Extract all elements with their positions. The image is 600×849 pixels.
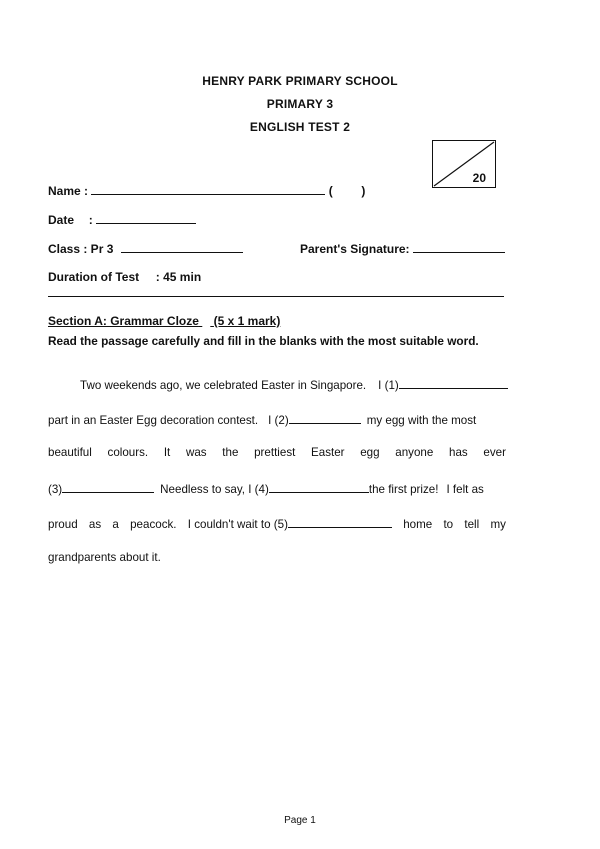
passage-text: part in an Easter Egg decoration contest. [48, 414, 259, 427]
name-paren-close: ) [361, 184, 366, 198]
blank-5[interactable] [288, 517, 392, 528]
duration-row [48, 270, 201, 284]
passage-line-2 [48, 413, 506, 427]
passage-word: tell [464, 518, 480, 531]
passage-word: my [490, 518, 506, 531]
score-total: 20 [472, 171, 486, 185]
duration-value: : 45 min [155, 270, 202, 284]
test-title: ENGLISH TEST 2 [249, 120, 351, 134]
section-title: Section A: Grammar Cloze [48, 314, 199, 328]
section-instruction: Read the passage carefully and fill in the blanks with the most suitable word. [48, 334, 479, 348]
passage-line-3 [48, 447, 506, 459]
signature-label: Parent's Signature: [300, 242, 410, 256]
passage-text: the first prize! [368, 483, 439, 496]
name-input-line[interactable] [91, 184, 325, 195]
passage-text: I (1) [378, 379, 399, 392]
passage-word: ever [483, 446, 506, 459]
school-name: HENRY PARK PRIMARY SCHOOL [202, 74, 398, 88]
passage-word: home [403, 518, 433, 531]
signature-input-line[interactable] [413, 242, 505, 253]
name-row [48, 184, 365, 198]
name-label: Name : [48, 184, 89, 198]
name-paren-open: ( [328, 184, 333, 198]
passage-line-4 [48, 482, 506, 496]
date-row [48, 213, 196, 227]
section-marks: (5 x 1 mark) [213, 314, 281, 328]
class-row [48, 242, 243, 256]
passage-word: Easter [311, 446, 345, 459]
passage-word: colours. [107, 446, 149, 459]
passage-text: Needless to say, I (4) [160, 483, 269, 496]
passage-text: Two weekends ago, we celebrated Easter in Singapore. [80, 379, 367, 392]
score-box [432, 140, 496, 188]
blank-1[interactable] [399, 378, 508, 389]
passage-line-6 [48, 552, 506, 564]
blank-2[interactable] [289, 413, 361, 424]
passage-word: has [449, 446, 468, 459]
class-input-line[interactable] [121, 242, 243, 253]
passage-text: grandparents about it. [48, 551, 161, 564]
section-title-row [48, 314, 280, 328]
passage-word: proud [48, 518, 78, 531]
date-label: Date [48, 213, 75, 227]
passage-word: prettiest [254, 446, 296, 459]
duration-label: Duration of Test [48, 270, 140, 284]
date-colon: : [88, 213, 93, 227]
passage-word: the [222, 446, 239, 459]
passage-word: peacock. [130, 518, 177, 531]
signature-row [300, 242, 505, 256]
passage-line-1 [80, 378, 508, 392]
passage-text: (3) [48, 483, 63, 496]
passage-text: I felt as [446, 483, 484, 496]
class-label: Class : Pr 3 [48, 242, 114, 256]
passage-text: I couldn't wait to (5) [187, 518, 288, 531]
passage-word: anyone [395, 446, 434, 459]
passage-word: to [443, 518, 454, 531]
passage-text: I (2) [268, 414, 289, 427]
divider [48, 296, 504, 297]
page-number: Page 1 [284, 815, 316, 826]
level-label: PRIMARY 3 [266, 97, 334, 111]
passage-word: It [163, 446, 171, 459]
blank-4[interactable] [269, 482, 369, 493]
blank-3[interactable] [62, 482, 154, 493]
passage-line-5 [48, 517, 506, 531]
date-input-line[interactable] [96, 213, 196, 224]
passage-word: beautiful [48, 446, 92, 459]
passage-word: a [112, 518, 119, 531]
passage-word: egg [360, 446, 380, 459]
passage-word: as [88, 518, 102, 531]
passage-text: my egg with the most [366, 414, 477, 427]
passage-word: was [185, 446, 207, 459]
